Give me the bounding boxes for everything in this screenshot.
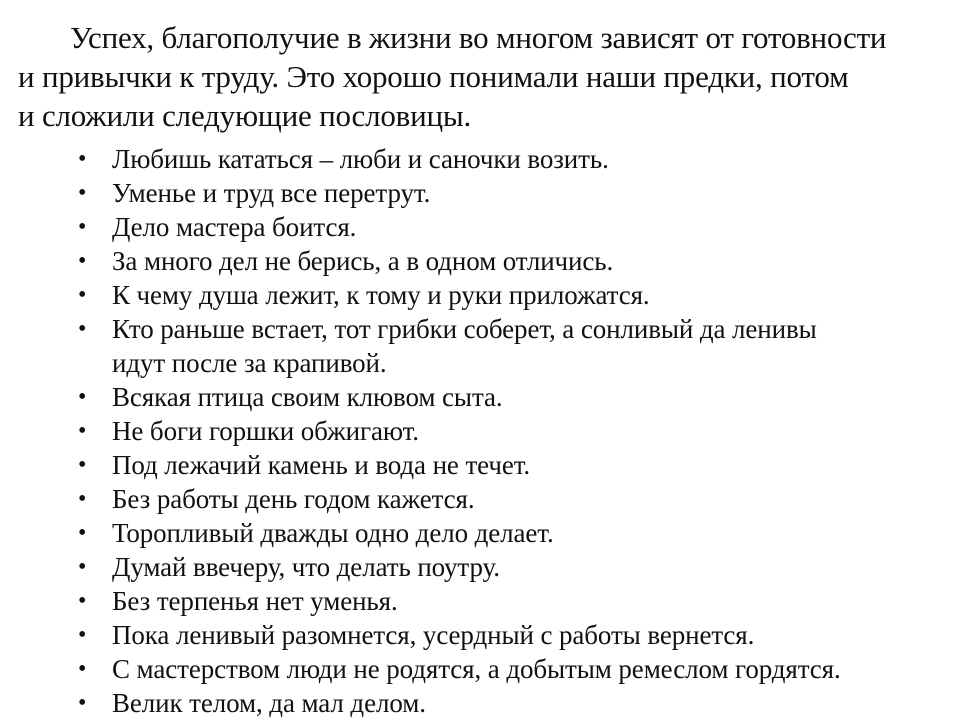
proverb-text: Торопливый дважды одно дело делает. [112, 518, 554, 548]
proverb-text: Кто раньше встает, тот грибки соберет, а сонливый да ленивы [112, 314, 817, 344]
intro-line: и сложили следующие пословицы. [18, 98, 472, 133]
proverb-text-continuation: идут после за крапивой. [112, 348, 387, 378]
proverb-item [0, 278, 960, 312]
proverb-text: Без терпенья нет уменья. [112, 586, 398, 616]
proverb-item [0, 142, 960, 176]
proverb-text: Без работы день годом кажется. [112, 484, 475, 514]
proverb-text: С мастерством люди не родятся, а добытым ремеслом гордятся. [112, 654, 841, 684]
proverb-text: Любишь кататься – люби и саночки возить. [112, 144, 609, 174]
proverb-text: За много дел не берись, а в одном отличись. [112, 246, 614, 276]
bullet-icon: • [78, 316, 87, 342]
proverb-text: Под лежачий камень и вода не течет. [112, 450, 531, 480]
intro-line: Успех, благополучие в жизни во многом зависят от готовности [70, 20, 887, 55]
proverb-item [0, 448, 960, 482]
bullet-icon: • [78, 486, 87, 512]
bullet-icon: • [78, 690, 87, 716]
proverb-item [0, 482, 960, 516]
proverb-item [0, 584, 960, 618]
proverb-text: Пока ленивый разомнется, усердный с работы вернется. [112, 620, 755, 650]
intro-line: и привычки к труду. Это хорошо понимали наши предки, потом [18, 59, 849, 94]
proverb-text: Думай ввечеру, что делать поутру. [112, 552, 500, 582]
proverb-item [0, 550, 960, 584]
intro-paragraph [18, 18, 960, 135]
bullet-icon: • [78, 588, 87, 614]
proverb-item [0, 312, 960, 380]
proverb-item [0, 176, 960, 210]
proverb-item [0, 244, 960, 278]
proverb-item [0, 380, 960, 414]
proverb-list [0, 142, 960, 720]
proverb-item [0, 652, 960, 686]
proverb-text: Дело мастера боится. [112, 212, 357, 242]
proverb-item [0, 414, 960, 448]
bullet-icon: • [78, 180, 87, 206]
bullet-icon: • [78, 282, 87, 308]
bullet-icon: • [78, 554, 87, 580]
proverb-item [0, 210, 960, 244]
bullet-icon: • [78, 418, 87, 444]
bullet-icon: • [78, 384, 87, 410]
bullet-icon: • [78, 656, 87, 682]
proverb-text: Велик телом, да мал делом. [112, 688, 426, 718]
proverb-item [0, 686, 960, 720]
bullet-icon: • [78, 520, 87, 546]
proverb-text: К чему душа лежит, к тому и руки приложатся. [112, 280, 650, 310]
proverb-text: Уменье и труд все перетрут. [112, 178, 431, 208]
proverb-item [0, 516, 960, 550]
bullet-icon: • [78, 622, 87, 648]
proverb-text: Всякая птица своим клювом сыта. [112, 382, 503, 412]
bullet-icon: • [78, 452, 87, 478]
bullet-icon: • [78, 214, 87, 240]
bullet-icon: • [78, 146, 87, 172]
proverb-item [0, 618, 960, 652]
proverb-text: Не боги горшки обжигают. [112, 416, 419, 446]
bullet-icon: • [78, 248, 87, 274]
